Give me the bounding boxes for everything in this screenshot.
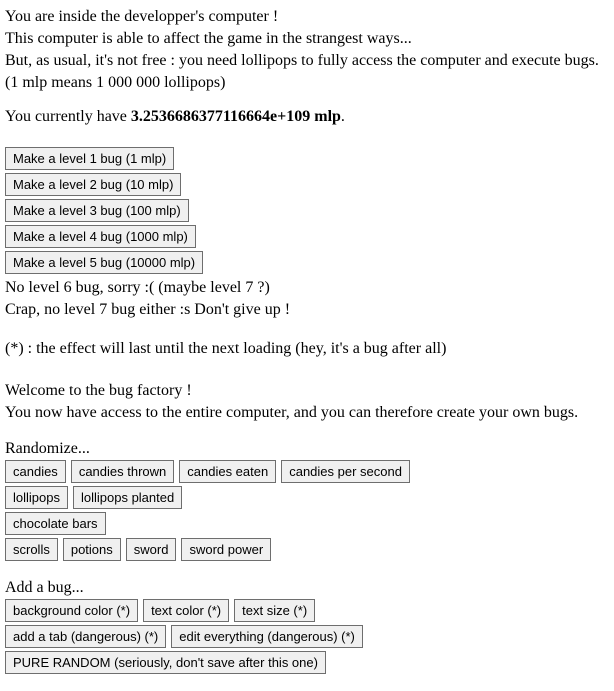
mlp-amount: 3.2536686377116664e+109 mlp [130, 108, 341, 125]
effect-note: (*) : the effect will last until the next loading (hey, it's a bug after all) [5, 340, 447, 357]
randomize-scrolls-button[interactable]: scrolls [5, 538, 58, 561]
bug-factory-text [5, 380, 609, 424]
randomize-sword-button[interactable]: sword [126, 538, 177, 561]
intro-line-3: But, as usual, it's not free : you need lollipops to fully access the computer and execute bugs. [5, 52, 599, 69]
randomize-candies-thrown-button[interactable]: candies thrown [71, 460, 174, 483]
intro-line-1: You are inside the developper's computer ! [5, 8, 279, 25]
bug-text-color-button[interactable]: text color (*) [143, 599, 229, 622]
bug-text-size-button[interactable]: text size (*) [234, 599, 315, 622]
randomize-candies-per-second-button[interactable]: candies per second [281, 460, 410, 483]
bug-edit-everything-button[interactable]: edit everything (dangerous) (*) [171, 625, 363, 648]
balance-prefix: You currently have [5, 108, 131, 125]
make-level-5-bug-button[interactable]: Make a level 5 bug (10000 mlp) [5, 251, 203, 274]
make-level-2-bug-button[interactable]: Make a level 2 bug (10 mlp) [5, 173, 181, 196]
randomize-row-misc [5, 538, 609, 561]
balance-suffix: . [340, 108, 345, 125]
bug-background-color-button[interactable]: background color (*) [5, 599, 138, 622]
factory-access-line: You now have access to the entire computer, and you can therefore create your own bugs. [5, 404, 579, 421]
no-higher-bug-text [5, 277, 609, 321]
mlp-balance [5, 106, 609, 128]
bug-add-tab-button[interactable]: add a tab (dangerous) (*) [5, 625, 166, 648]
make-level-3-bug-button[interactable]: Make a level 3 bug (100 mlp) [5, 199, 189, 222]
add-bug-row-appearance [5, 599, 609, 622]
developer-computer-page [5, 6, 609, 674]
no-level-6-line: No level 6 bug, sorry :( (maybe level 7 ?) [5, 279, 270, 296]
add-bug-row-dangerous [5, 625, 609, 648]
randomize-candies-button[interactable]: candies [5, 460, 66, 483]
randomize-row-candies [5, 460, 609, 483]
add-bug-heading: Add a bug... [5, 579, 84, 596]
bug-pure-random-button[interactable]: PURE RANDOM (seriously, don't save after this one) [5, 651, 326, 674]
no-level-7-line: Crap, no level 7 bug either :s Don't give up ! [5, 301, 291, 318]
randomize-row-lollipops [5, 486, 609, 509]
make-level-1-bug-button[interactable]: Make a level 1 bug (1 mlp) [5, 147, 174, 170]
randomize-row-chocolate [5, 512, 609, 535]
make-level-4-bug-button[interactable]: Make a level 4 bug (1000 mlp) [5, 225, 196, 248]
randomize-lollipops-button[interactable]: lollipops [5, 486, 68, 509]
randomize-chocolate-bars-button[interactable]: chocolate bars [5, 512, 106, 535]
intro-text [5, 6, 609, 94]
intro-line-4: (1 mlp means 1 000 000 lollipops) [5, 74, 226, 91]
randomize-candies-eaten-button[interactable]: candies eaten [179, 460, 276, 483]
add-bug-row-pure-random [5, 651, 609, 674]
randomize-sword-power-button[interactable]: sword power [181, 538, 271, 561]
intro-line-2: This computer is able to affect the game in the strangest ways... [5, 30, 412, 47]
add-bug-buttons [5, 599, 609, 674]
randomize-heading: Randomize... [5, 440, 90, 457]
factory-welcome-line: Welcome to the bug factory ! [5, 382, 192, 399]
randomize-lollipops-planted-button[interactable]: lollipops planted [73, 486, 182, 509]
make-bug-buttons [5, 147, 609, 274]
randomize-potions-button[interactable]: potions [63, 538, 121, 561]
randomize-buttons [5, 460, 609, 561]
